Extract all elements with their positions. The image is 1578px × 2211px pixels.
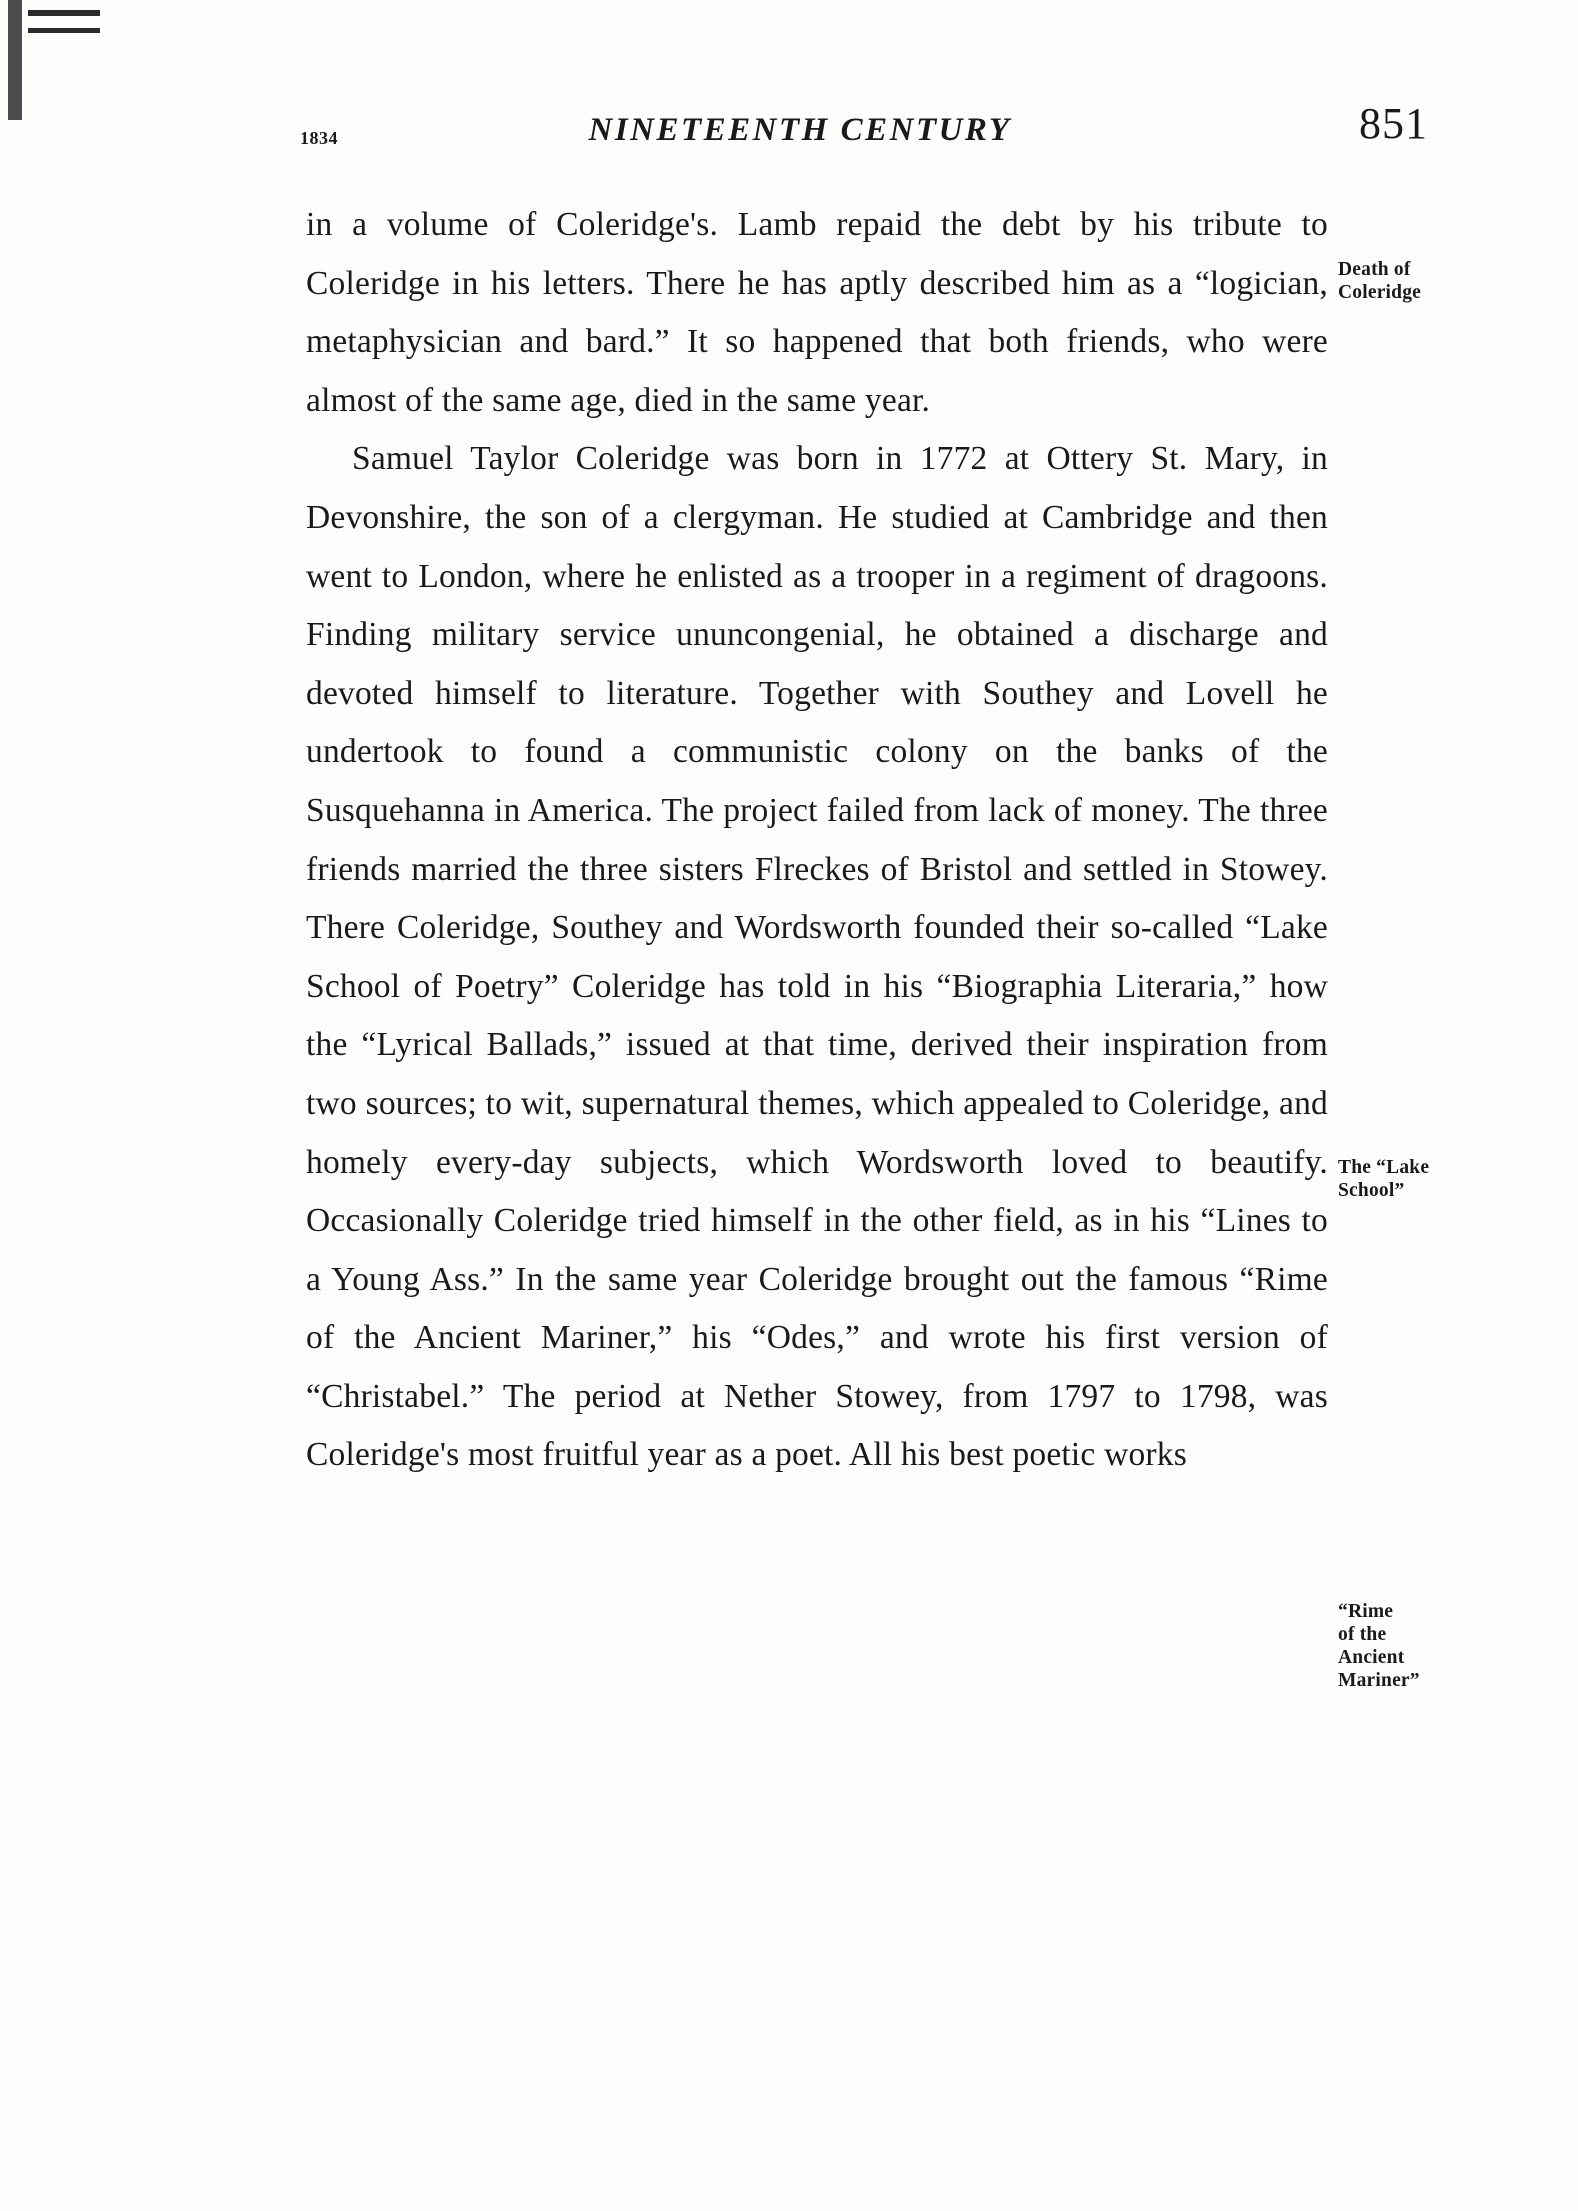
page-year: 1834 xyxy=(300,128,338,148)
sidenote-rime-line-4: Mariner” xyxy=(1338,1670,1420,1691)
sidenote-lake-line-2: School” xyxy=(1338,1180,1405,1201)
sidenote-death-of-coleridge xyxy=(1338,258,1488,304)
sidenote-death-line-1: Death of xyxy=(1338,259,1411,280)
body-text-block xyxy=(306,196,1328,1485)
paragraph-2: Samuel Taylor Coleridge was born in 1772 at Ottery St. Mary, in Devonshire, the son of a clergyman. He studied at Cambridge and then went to London, where he enlisted as a trooper in a regiment of dragoons. Finding military service ununcongenial, he obtained a discharge and devoted himself to literature. Together with Southey and Lovell he undertook to found a communistic colony on the banks of the Susquehanna in America. The project failed from lack of money. The three friends married the three sisters Flreckes of Bristol and settled in Stowey. There Coleridge, Southey and Wordsworth founded their so-called “Lake School of Poetry” Coleridge has told in his “Biographia Literaria,” how the “Lyrical Ballads,” issued at that time, derived their inspiration from two sources; to wit, supernatural themes, which appealed to Coleridge, and homely every-day subjects, which Wordsworth loved to beautify. Occasionally Coleridge tried himself in the other field, as in his “Lines to a Young Ass.” In the same year Coleridge brought out the famous “Rime of the Ancient Mariner,” his “Odes,” and wrote his first version of “Christabel.” The period at Nether Stowey, from 1797 to 1798, was Coleridge's most fruitful year as a poet. All his best poetic works xyxy=(306,440,1328,1474)
sidenote-lake-line-1: The “Lake xyxy=(1338,1157,1430,1178)
sidenote-rime-line-1: “Rime xyxy=(1338,1601,1394,1622)
sidenote-rime-ancient-mariner xyxy=(1338,1600,1488,1692)
page-edge-artifact-left xyxy=(8,0,22,120)
page-edge-artifact-top xyxy=(28,10,100,16)
sidenote-lake-school xyxy=(1338,1156,1488,1202)
sidenote-rime-line-2: of the xyxy=(1338,1624,1387,1645)
sidenote-rime-line-3: Ancient xyxy=(1338,1647,1405,1668)
running-head: NINETEENTH CENTURY xyxy=(588,112,1012,148)
page-number: 851 xyxy=(1359,99,1428,148)
paragraph-1: in a volume of Coleridge's. Lamb repaid the debt by his tribute to Coleridge in his letters. There he has aptly described him as a “logician, metaphysician and bard.” It so happened that both friends, who were almost of the same age, died in the same year. xyxy=(306,206,1328,419)
page-edge-artifact-second xyxy=(28,28,100,33)
sidenote-death-line-2: Coleridge xyxy=(1338,282,1422,303)
